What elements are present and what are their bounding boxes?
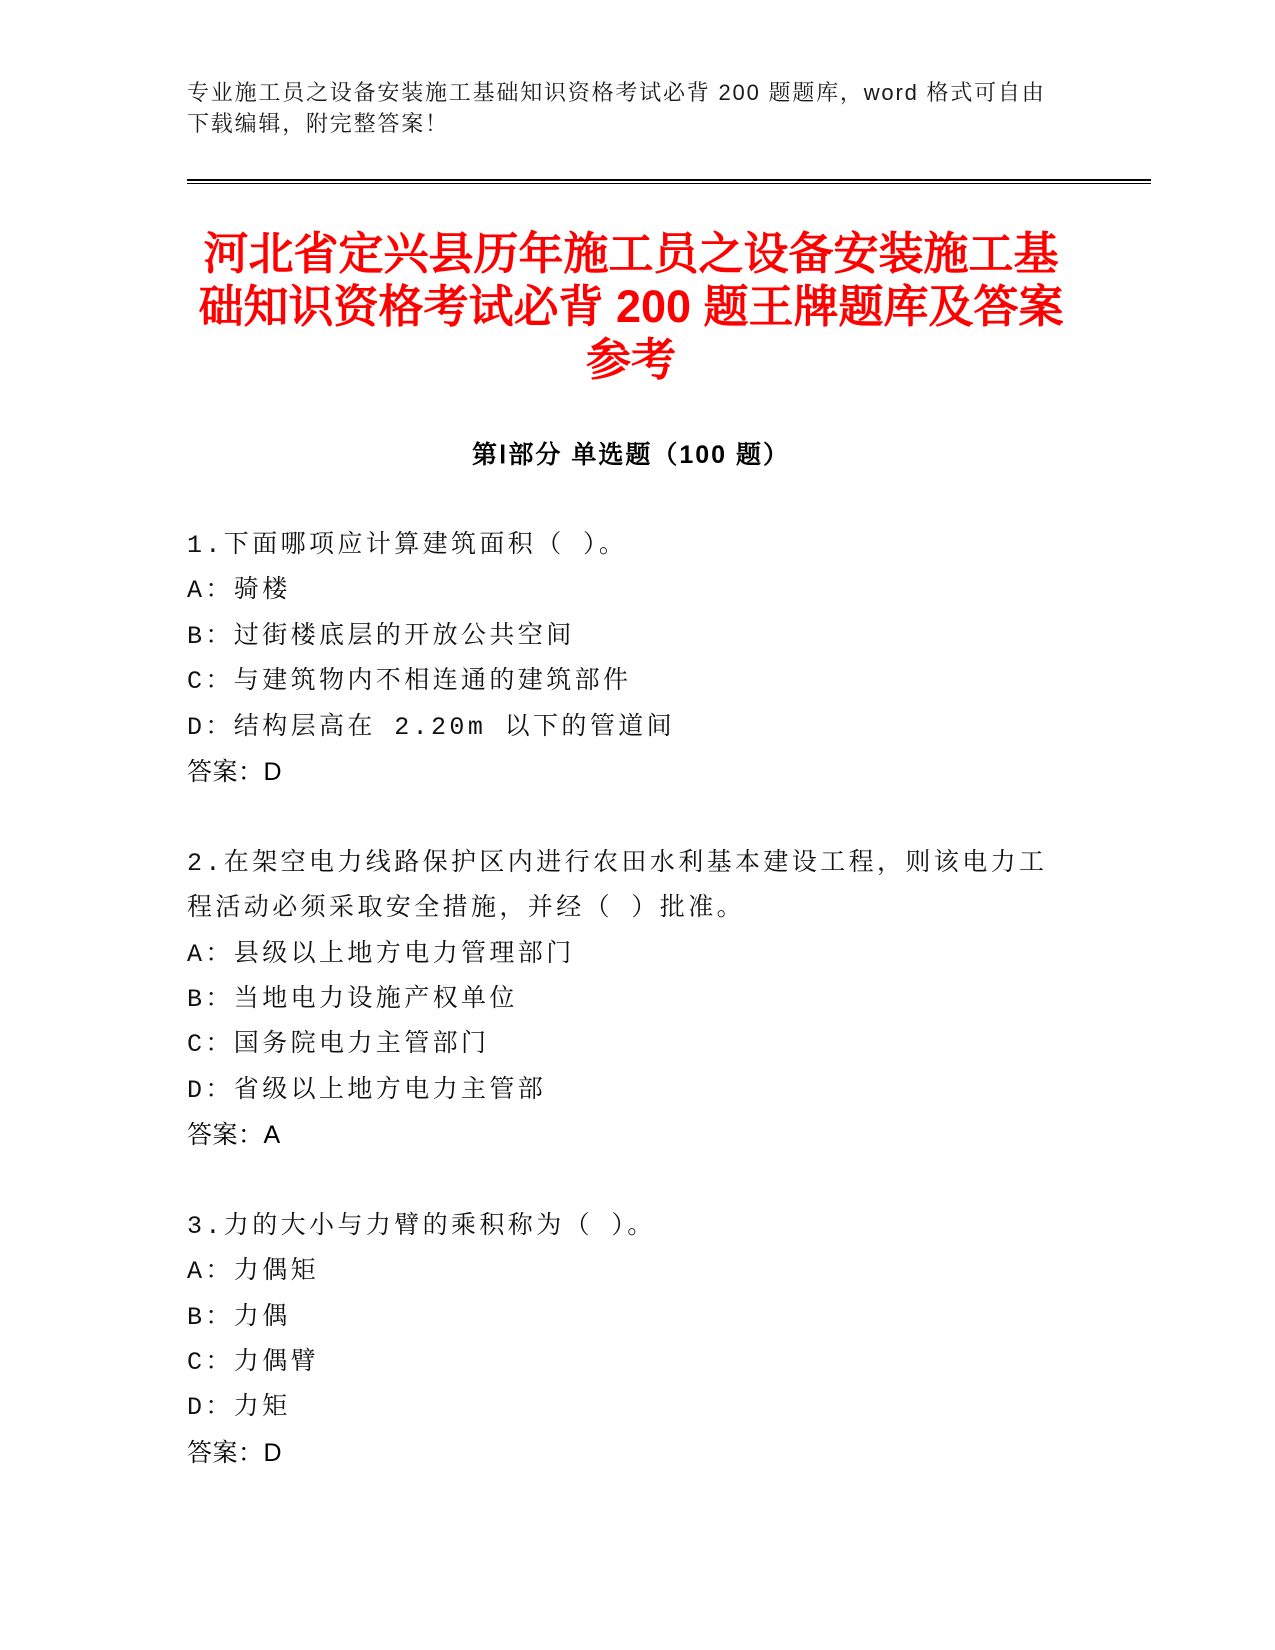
option-a: A：骑楼 xyxy=(187,576,291,606)
title-line: 河北省定兴县历年施工员之设备安装施工基 xyxy=(203,228,1059,279)
question-block xyxy=(187,841,1187,1159)
option-c: C：力偶臂 xyxy=(187,1348,320,1378)
question-stem: 1.下面哪项应计算建筑面积（ ）。 xyxy=(187,531,628,560)
title-line: 参考 xyxy=(585,334,676,385)
answer-line: 答案：D xyxy=(187,1438,283,1467)
option-c: C：与建筑物内不相连通的建筑部件 xyxy=(187,667,632,697)
question-stem: 3.力的大小与力臂的乘积称为（ ）。 xyxy=(187,1211,656,1241)
question-stem: 2.在架空电力线路保护区内进行农田水利基本建设工程，则该电力工 xyxy=(187,848,1048,878)
header-note-line: 下载编辑，附完整答案！ xyxy=(187,111,449,136)
header-note xyxy=(187,77,1147,139)
header-note-line: 专业施工员之设备安装施工基础知识资格考试必背 200 题题库，word 格式可自由 xyxy=(187,80,1046,105)
question-block xyxy=(187,523,1187,795)
option-d: D：力矩 xyxy=(187,1393,291,1423)
option-d: D：省级以上地方电力主管部 xyxy=(187,1075,547,1105)
option-a: A：力偶矩 xyxy=(187,1257,320,1287)
section-heading: 第Ⅰ部分 单选题（100 题） xyxy=(472,441,790,469)
answer-line: 答案：D xyxy=(187,757,283,786)
option-a: A：县级以上地方电力管理部门 xyxy=(187,939,575,969)
header-double-rule xyxy=(187,179,1151,184)
question-block xyxy=(187,1204,1187,1476)
answer-line: 答案：A xyxy=(187,1121,281,1150)
title-line: 础知识资格考试必背 200 题王牌题库及答案 xyxy=(198,281,1064,332)
document-title xyxy=(187,227,1075,386)
option-b: B：当地电力设施产权单位 xyxy=(187,984,518,1014)
question-list xyxy=(187,523,1187,1522)
option-c: C：国务院电力主管部门 xyxy=(187,1030,490,1060)
option-b: B：过街楼底层的开放公共空间 xyxy=(187,621,575,651)
option-d: D：结构层高在 2.20m 以下的管道间 xyxy=(187,712,676,742)
option-b: B：力偶 xyxy=(187,1302,291,1332)
question-stem-continuation: 程活动必须采取安全措施，并经（ ）批准。 xyxy=(187,894,746,924)
